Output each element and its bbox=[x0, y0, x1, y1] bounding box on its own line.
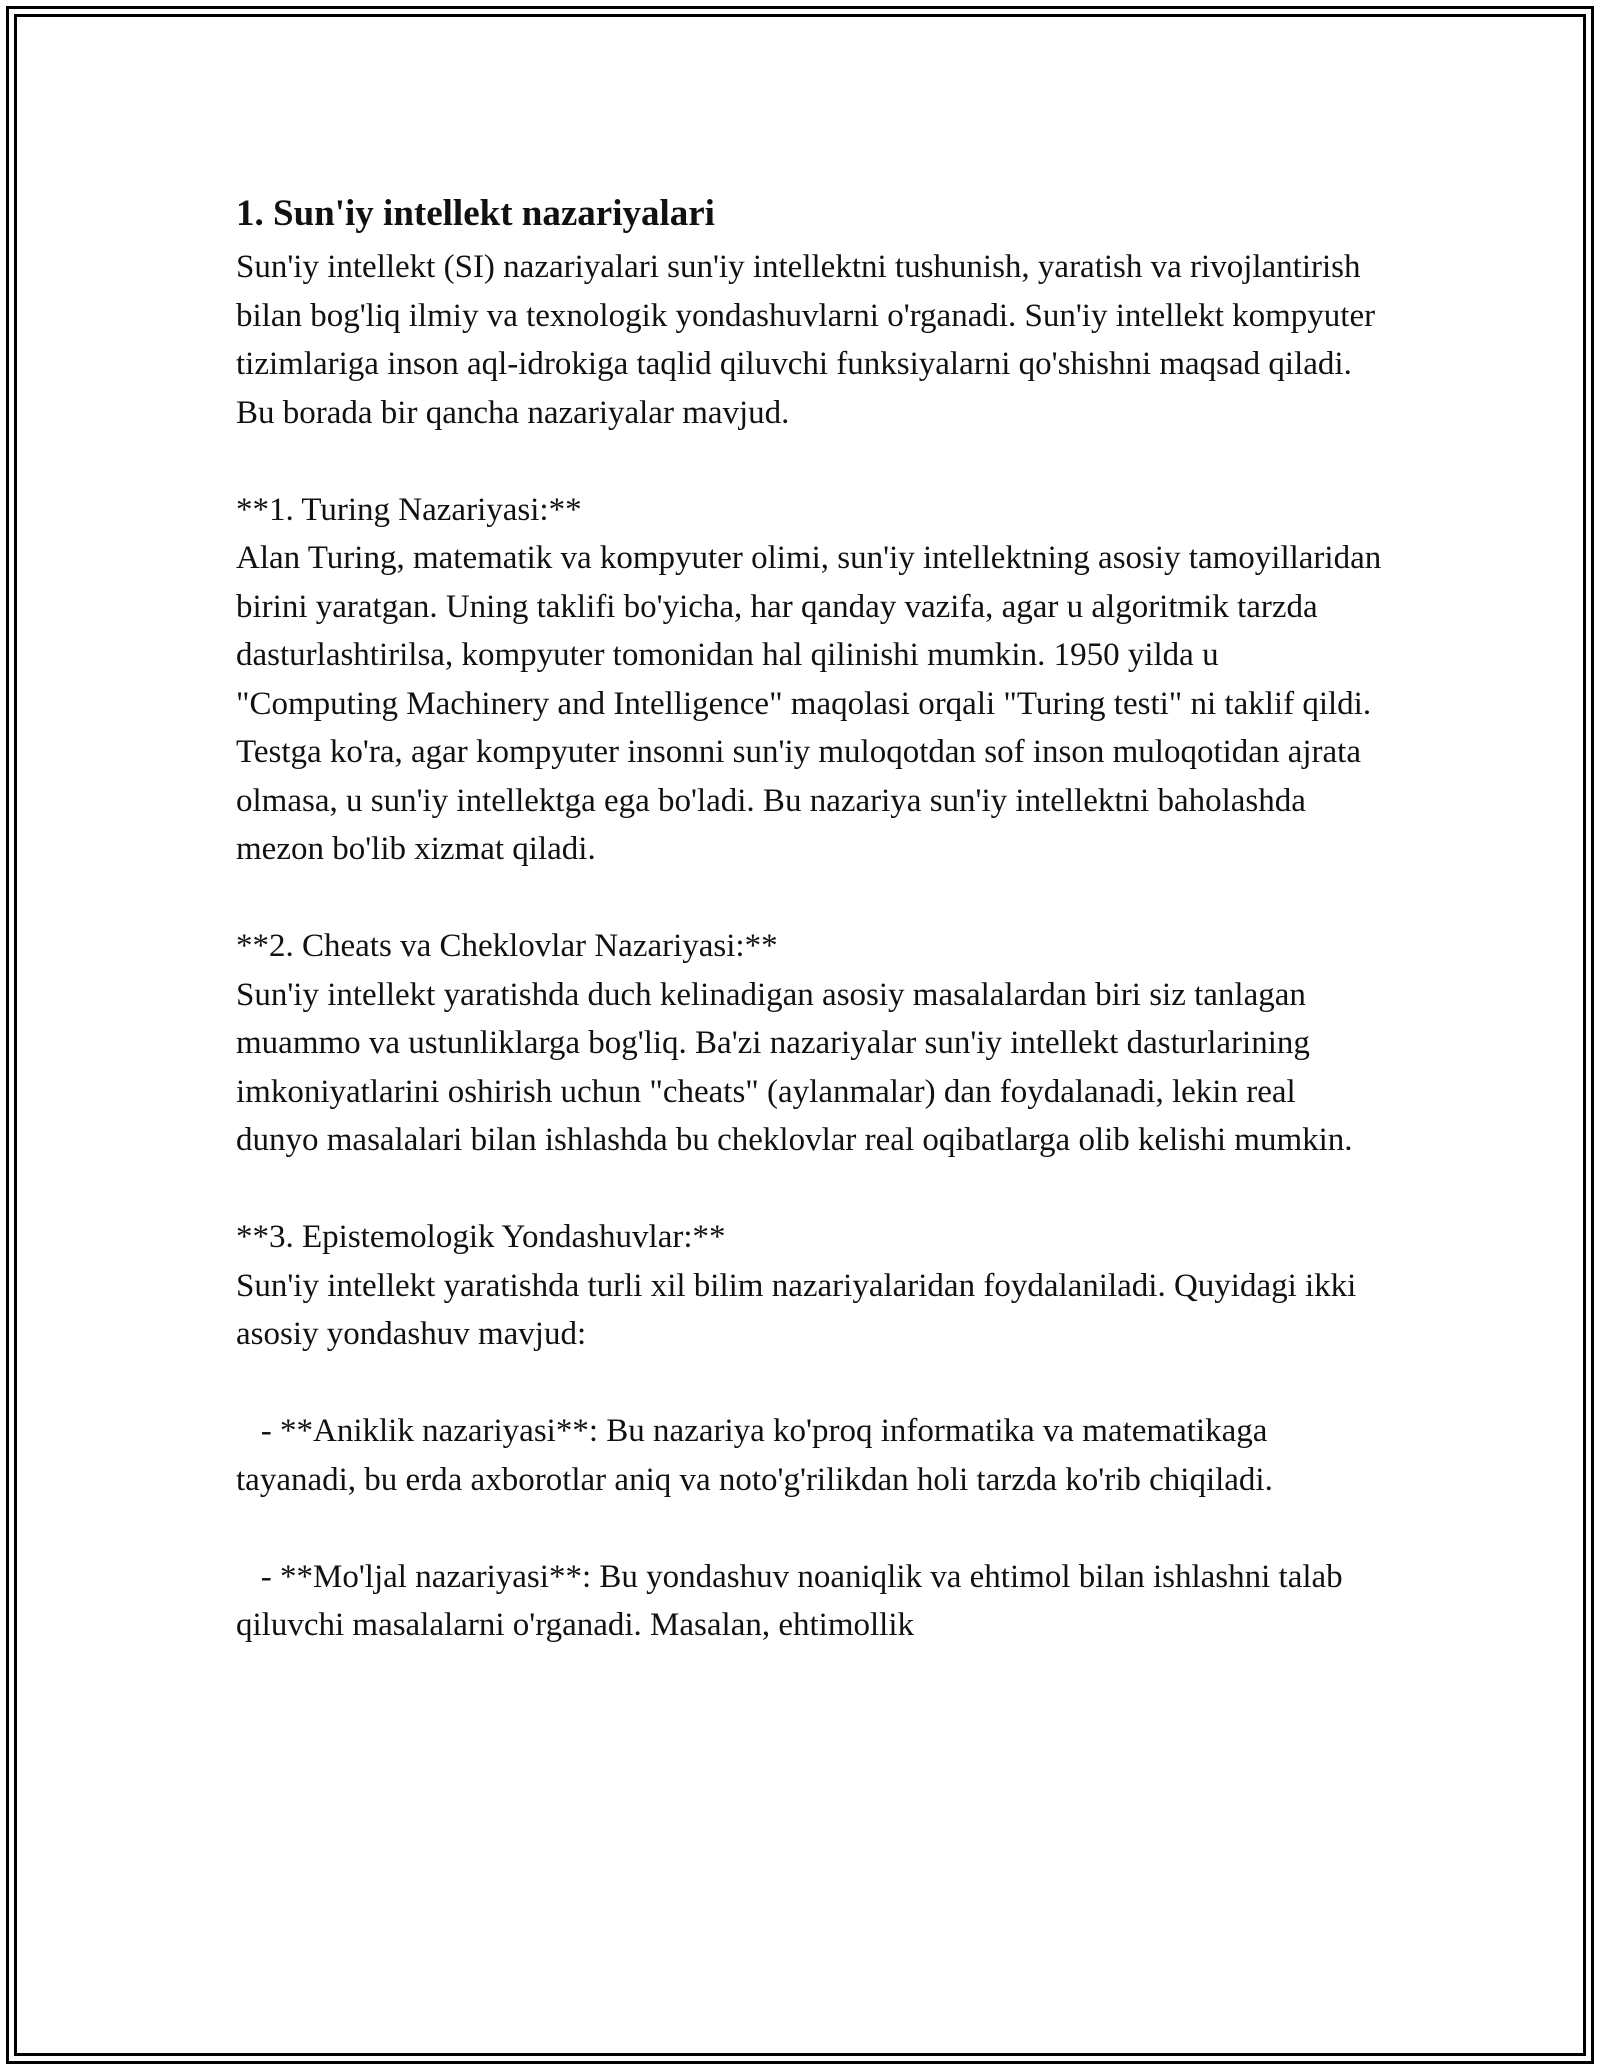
section-text-turing: Alan Turing, matematik va kompyuter olimi, sun'iy intellektning asosiy tamoyillaridan birini yaratgan. Uning taklifi bo'yicha, har qanday vazifa, agar u algoritmik tarzda dasturlashtirilsa, kompyuter tomonidan hal qilinishi mumkin. 1950 yilda u "Computing Machinery and Intelligence" maqolasi orqali "Turing testi" ni taklif qildi. Testga ko'ra, agar kompyuter insonni sun'iy muloqotdan sof inson muloqotidan ajrata olmasa, u sun'iy intellektga ega bo'ladi. Bu nazariya sun'iy intellektni baholashda mezon bo'lib xizmat qiladi. bbox=[236, 540, 1382, 867]
bullet-item-aniklik bbox=[236, 1407, 1386, 1504]
section-heading-cheats: **2. Cheats va Cheklovlar Nazariyasi:** bbox=[236, 928, 778, 964]
section-text-cheats: Sun'iy intellekt yaratishda duch kelinadigan asosiy masalalardan biri siz tanlagan muammo va ustunliklarga bog'liq. Ba'zi nazariyalar sun'iy intellekt dasturlarining imkoniyatlarini oshirish uchun "cheats" (aylanmalar) dan foydalanadi, lekin real dunyo masalalari bilan ishlashda bu cheklovlar real oqibatlarga olib kelishi mumkin. bbox=[236, 976, 1353, 1158]
section-text-epistemology: Sun'iy intellekt yaratishda turli xil bilim nazariyalaridan foydalaniladi. Quyidagi ikki asosiy yondashuv mavjud: bbox=[236, 1267, 1357, 1352]
bullet-text: **Mo'ljal nazariyasi**: Bu yondashuv noaniqlik va ehtimol bilan ishlashni talab qiluvchi masalalarni o'rganadi. Masalan, ehtimollik bbox=[236, 1558, 1343, 1643]
document-text bbox=[236, 243, 1386, 1650]
bullet-marker: - bbox=[236, 1558, 280, 1595]
paragraph-gap bbox=[236, 1359, 1386, 1408]
bullet-text: **Aniklik nazariyasi**: Bu nazariya ko'proq informatika va matematikaga tayanadi, bu erda axborotlar aniq va noto'g'rilikdan holi tarzda ko'rib chiqiladi. bbox=[236, 1413, 1273, 1498]
document-body bbox=[236, 185, 1386, 1650]
section-heading-turing: **1. Turing Nazariyasi:** bbox=[236, 491, 582, 528]
document-title: 1. Sun'iy intellekt nazariyalari bbox=[236, 193, 715, 234]
paragraph-gap bbox=[236, 437, 1386, 486]
bullet-item-moljal bbox=[236, 1553, 1386, 1650]
intro-paragraph: Sun'iy intellekt (SI) nazariyalari sun'iy intellektni tushunish, yaratish va rivojlantirish bilan bog'liq ilmiy va texnologik yondashuvlarni o'rganadi. Sun'iy intellekt kompyuter tizimlariga inson aql-idrokiga taqlid qiluvchi funksiyalarni qo'shishni maqsad qiladi. Bu borada bir qancha nazariyalar mavjud. bbox=[236, 249, 1376, 431]
bullet-marker: - bbox=[236, 1413, 280, 1449]
paragraph-gap bbox=[236, 1504, 1386, 1553]
paragraph-gap bbox=[236, 1165, 1386, 1214]
paragraph-gap bbox=[236, 874, 1386, 923]
section-heading-epistemology: **3. Epistemologik Yondashuvlar:** bbox=[236, 1219, 726, 1255]
